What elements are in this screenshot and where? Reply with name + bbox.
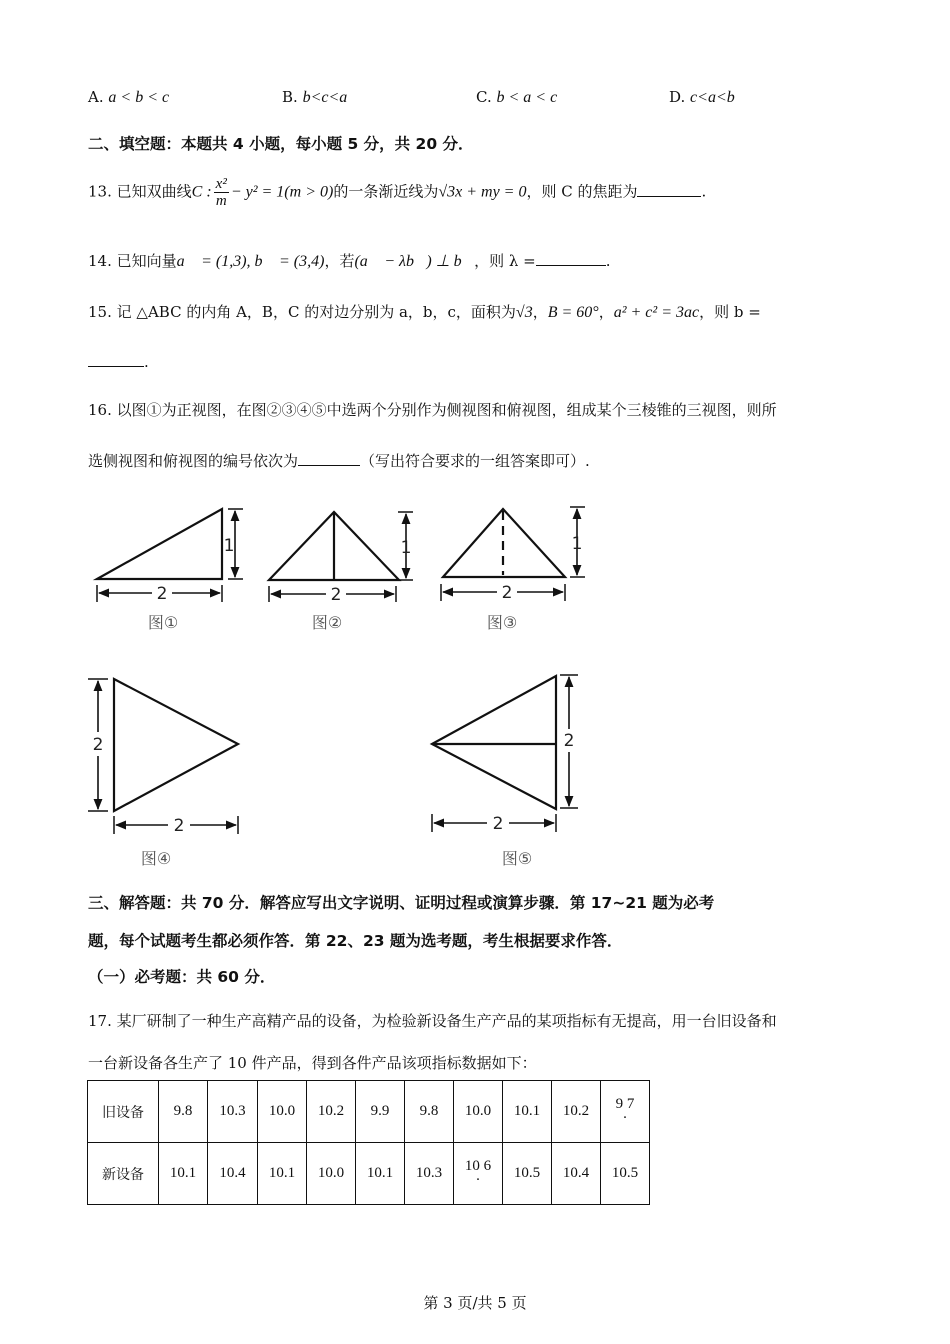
table-cell: 10.1 [159, 1143, 208, 1205]
page-footer: 第 3 页/共 5 页 [423, 1294, 527, 1312]
figure-3-shape [441, 507, 585, 601]
question-13: 13. 已知双曲线C : $\frac{\text{x²}}{m}$ − y² = 1(m > 0)的一条渐近线为√3x + my = 0，则 C 的焦距为 . [88, 176, 707, 209]
section-3-line1: 三、解答题：共 70 分．解答应写出文字说明、证明过程或演算步骤．第 17~21 题为必考 [88, 894, 715, 912]
q15-answer-line: . [88, 352, 149, 371]
fig1-width-label: 2 [156, 584, 168, 604]
table-cell: 10.3 [405, 1143, 454, 1205]
option-b: B. b<c<a [282, 88, 348, 106]
table-cell: 10.1 [356, 1143, 405, 1205]
fig3-caption: 图③ [486, 613, 518, 632]
table-row [88, 1143, 650, 1205]
table-cell: 10.4 [208, 1143, 258, 1205]
table-row [88, 1081, 650, 1143]
table-cell: 10.2 [307, 1081, 356, 1143]
fig5-height-label: 2 [563, 731, 575, 751]
table-cell: 10.1 [503, 1081, 552, 1143]
question-15: 15. 记 △ABC 的内角 A，B，C 的对边分别为 a，b，c，面积为√3，B = 60°，a² + c² = 3ac，则 b = [88, 303, 761, 321]
table-cell-dotted: 9 7 · [601, 1081, 650, 1143]
row-header: 旧设备 [88, 1081, 159, 1143]
table-cell: 10.0 [258, 1081, 307, 1143]
table-cell: 10.0 [307, 1143, 356, 1205]
equipment-data-table [87, 1080, 650, 1205]
fig3-width-label: 2 [501, 583, 513, 603]
section-3-line2: 题，每个试题考生都必须作答．第 22、23 题为选考题，考生根据要求作答． [88, 932, 623, 950]
option-d: D. c<a<b [669, 88, 735, 106]
question-16-line2: 选侧视图和俯视图的编号依次为 （写出符合要求的一组答案即可）. [88, 452, 590, 470]
table-cell: 10.0 [454, 1081, 503, 1143]
table-cell: 9.8 [159, 1081, 208, 1143]
fig4-height-label: 2 [92, 735, 104, 755]
table-cell: 10.2 [552, 1081, 601, 1143]
q13-fraction: $\frac{\text{x²}}{m}$ [215, 176, 227, 209]
fig3-height-label: 1 [571, 534, 583, 554]
question-17-line1: 17. 某厂研制了一种生产高精产品的设备，为检验新设备生产产品的某项指标有无提高，用一台旧设备和 [88, 1012, 777, 1030]
table-cell: 10.1 [258, 1143, 307, 1205]
fig4-caption: 图④ [140, 849, 172, 868]
figure-5-shape [432, 675, 578, 832]
q14-number: 14. [88, 252, 112, 270]
figure-1-shape [97, 509, 243, 602]
table-cell-dotted: 10 6 · [454, 1143, 503, 1205]
question-14: 14. 已知向量a⃗ = (1,3), b⃗ = (3,4)，若(a⃗ − λb⃗) ⊥ b⃗，则 λ = . [88, 252, 611, 270]
fig2-width-label: 2 [330, 585, 342, 605]
question-16-line1: 16. 以图①为正视图，在图②③④⑤中选两个分别作为侧视图和俯视图，组成某个三棱锥的三视图，则所 [88, 401, 777, 419]
question-17-line2: 一台新设备各生产了 10 件产品，得到各件产品该项指标数据如下： [88, 1054, 537, 1072]
table-cell: 10.5 [503, 1143, 552, 1205]
table-cell: 10.4 [552, 1143, 601, 1205]
row-header: 新设备 [88, 1143, 159, 1205]
figure-4-shape [88, 679, 238, 834]
section-3-subtitle: （一）必考题：共 60 分． [88, 968, 276, 986]
table-cell: 9.8 [405, 1081, 454, 1143]
fig4-width-label: 2 [173, 816, 185, 836]
fig1-caption: 图① [147, 613, 179, 632]
table-cell: 9.9 [356, 1081, 405, 1143]
q15-number: 15. [88, 303, 112, 321]
q17-number: 17. [88, 1012, 112, 1030]
section-2-title: 二、填空题：本题共 4 小题，每小题 5 分，共 20 分． [88, 135, 474, 153]
q16-number: 16. [88, 401, 112, 419]
fig2-caption: 图② [311, 613, 343, 632]
q13-number: 13. [88, 182, 112, 201]
fig5-width-label: 2 [492, 814, 504, 834]
fig2-height-label: 1 [400, 538, 412, 558]
table-cell: 10.3 [208, 1081, 258, 1143]
table-cell: 10.5 [601, 1143, 650, 1205]
fig5-caption: 图⑤ [501, 849, 533, 868]
option-c: C. b < a < c [476, 88, 558, 106]
option-a: A. a < b < c [88, 88, 170, 106]
fig1-height-label: 1 [223, 536, 235, 556]
